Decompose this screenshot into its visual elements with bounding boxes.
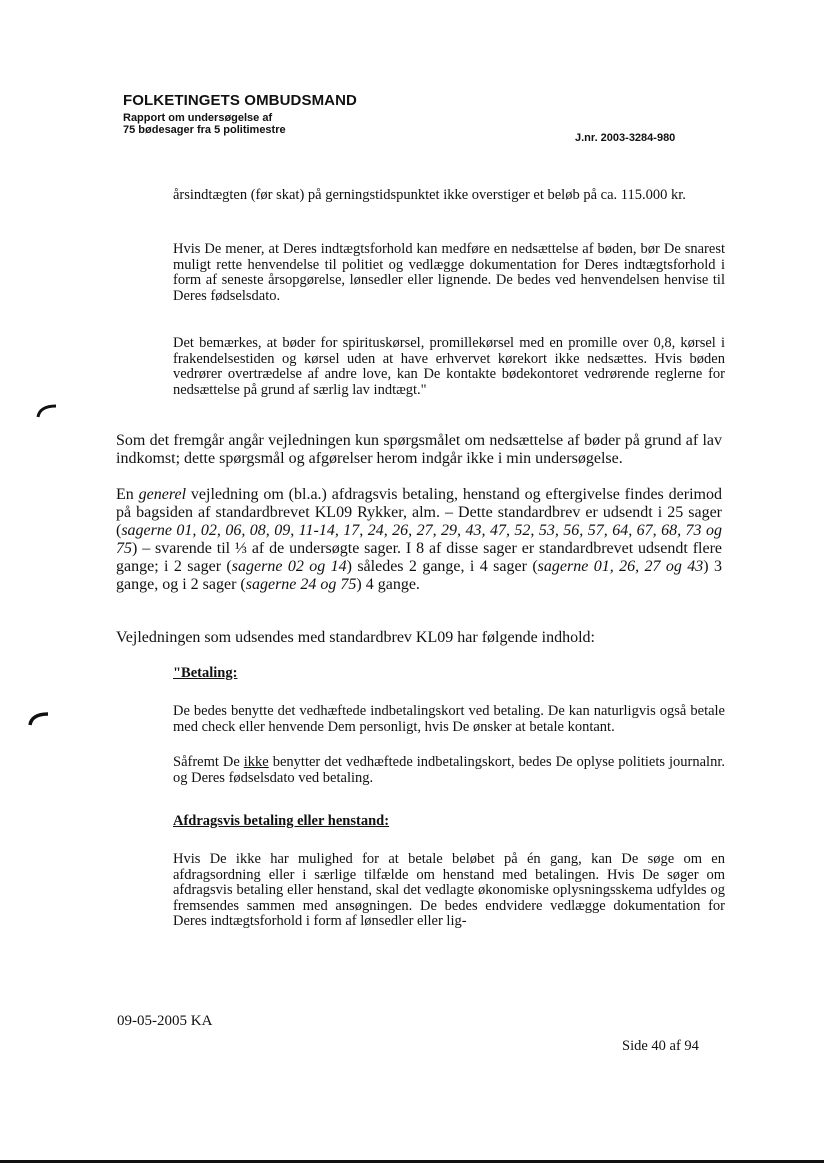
quote-paragraph: De bedes benytte det vedhæftede indbetalingskort ved betaling. De kan naturligvis også betale med check eller henvende Dem personligt, hvis De ønsker at betale kontant. (173, 703, 725, 735)
quote-paragraph: Det bemærkes, at bøder for spirituskørsel, promillekørsel med en promille over 0,8, kørsel i frakendelsestiden og kørsel uden at have erhvervet kørekort ikke nedsættes. Hvis bøden vedrører overtrædelse af andre love, kan De kontakte bødekontoret vedrørende reglerne for nedsættelse på grund af særlig lav indtægt." (173, 335, 725, 398)
margin-mark-icon (28, 712, 50, 726)
quote-paragraph: årsindtægten (før skat) på gerningstidspunktet ikke overstiger et beløb på ca. 115.000 kr. (173, 187, 686, 203)
footer-date: 09-05-2005 KA (117, 1013, 213, 1029)
section-heading-afdragsvis: Afdragsvis betaling eller henstand: (173, 813, 390, 829)
bottom-rule (0, 1160, 824, 1163)
quote-paragraph: Hvis De mener, at Deres indtægtsforhold kan medføre en nedsættelse af bøden, bør De snarest muligt rette henvendelse til politiet og vedlægge dokumentation for Deres indtægtsforhold i form af seneste årsopgørelse, lønsedler eller lignende. De bedes ved henvendelsen henvise til Deres fødselsdato. (173, 241, 725, 304)
body-paragraph: En generel vejledning om (bl.a.) afdragsvis betaling, henstand og eftergivelse findes derimod på bagsiden af standardbrevet KL09 Rykker, alm. – Dette standardbrev er udsendt i 25 sager (sagerne 01, 02, 06, 08, 09, 11-14, 17, 24, 26, 27, 29, 43, 47, 52, 53, 56, 57, 64, 67, 68, 73 og 75) – svarende til ⅓ af de undersøgte sager. I 8 af disse sager er standardbrevet udsendt flere gange; i 2 sager (sagerne 02 og 14) således 2 gange, i 4 sager (sagerne 01, 26, 27 og 43) 3 gange, og i 2 sager (sagerne 24 og 75) 4 gange. (116, 486, 723, 593)
report-subtitle-line2: 75 bødesager fra 5 politimestre (123, 124, 286, 136)
page-number: Side 40 af 94 (622, 1038, 699, 1054)
body-paragraph: Vejledningen som udsendes med standardbrev KL09 har følgende indhold: (116, 629, 595, 646)
quote-paragraph: Såfremt De ikke benytter det vedhæftede indbetalingskort, bedes De oplyse politiets journalnr. og Deres fødselsdato ved betaling. (173, 754, 725, 786)
quote-paragraph: Hvis De ikke har mulighed for at betale beløbet på én gang, kan De søge om en afdragsordning eller i særlige tilfælde om henstand med betalingen. Hvis De søger om afdragsvis betaling eller henstand, skal det vedlagte økonomiske oplysningsskema udfyldes og fremsendes sammen med ansøgningen. De bedes endvidere vedlægge dokumentation for Deres indtægtsforhold i form af lønsedler eller lig- (173, 851, 725, 929)
margin-mark-icon (36, 404, 58, 418)
section-heading-betaling: "Betaling: (173, 665, 238, 681)
document-organization: FOLKETINGETS OMBUDSMAND (123, 92, 357, 109)
journal-number: J.nr. 2003-3284-980 (575, 132, 676, 144)
body-paragraph: Som det fremgår angår vejledningen kun spørgsmålet om nedsættelse af bøder på grund af lav indkomst; dette spørgsmål og afgørelser herom indgår ikke i min undersøgelse. (116, 432, 722, 467)
report-subtitle-line1: Rapport om undersøgelse af (123, 112, 273, 124)
